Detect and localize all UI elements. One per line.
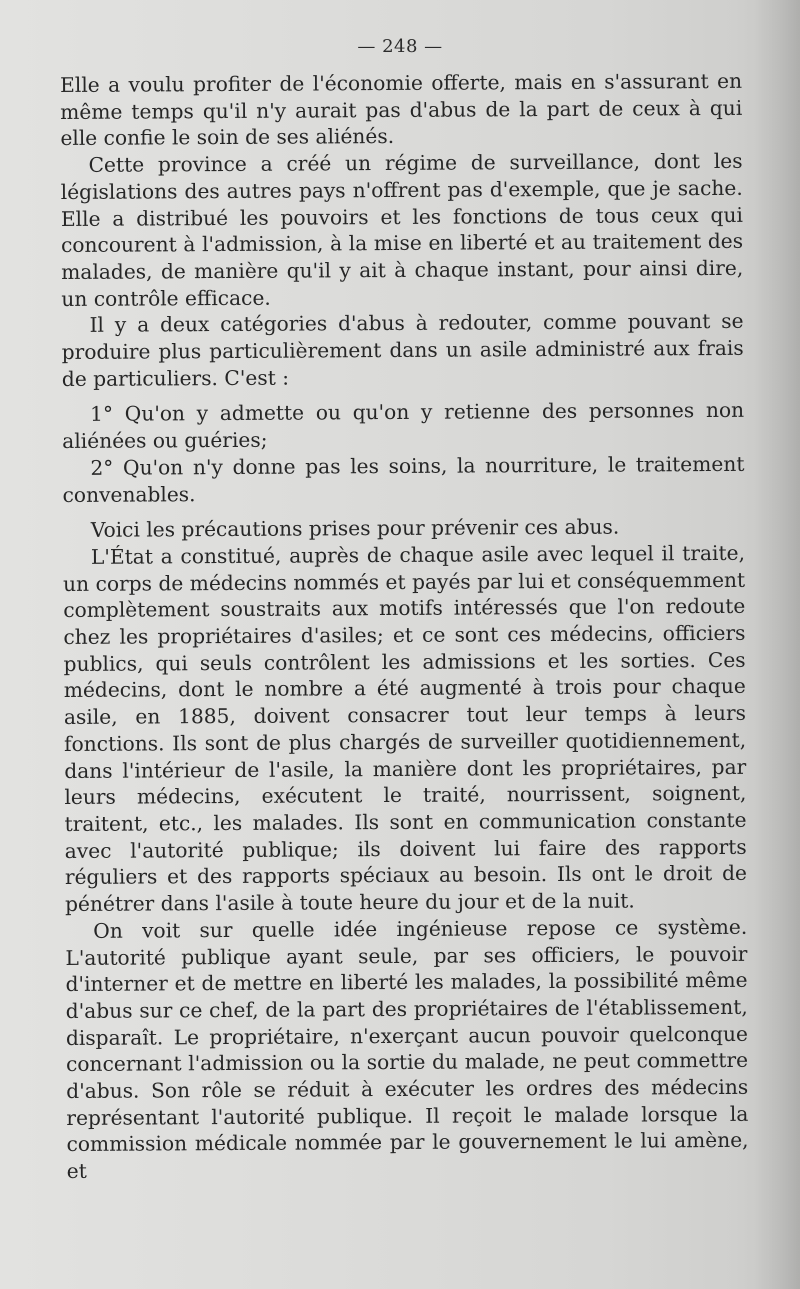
page-number: — 248 — xyxy=(357,36,443,57)
paragraph: Voici les précautions prises pour prévenir ces abus. xyxy=(90,514,620,543)
body-text xyxy=(60,68,749,1185)
page-edge-shadow xyxy=(754,0,800,1289)
list-item: 1° Qu'on y admette ou qu'on y retienne des personnes non aliénées ou guéries; xyxy=(62,398,745,454)
list-item: 2° Qu'on n'y donne pas les soins, la nourriture, le traitement convenables. xyxy=(62,451,745,507)
paragraph: L'État a constitué, auprès de chaque asile avec lequel il traite, un corps de médecins nommés et payés par lui et conséquemment complètement soustraits aux motifs intéressés que l'on redoute chez les propriétaires d'asiles; et ce sont ces médecins, officiers publics, qui seuls contrôlent les admissions et les sorties. Ces médecins, dont le nombre a été augmenté à trois pour chaque asile, en 1885, doivent consacrer tout leur temps à leurs fonctions. Ils sont de plus chargés de surveiller quotidiennement, dans l'intérieur de l'asile, la manière dont les propriétaires, par leurs médecins, exécutent le traité, nourrissent, soignent, traitent, etc., les malades. Ils sont en communication constante avec l'autorité publique; ils doivent lui faire des rapports réguliers et des rapports spéciaux au besoin. Ils ont le droit de pénétrer dans l'asile à toute heure du jour et de la nuit. xyxy=(63,540,747,917)
paragraph: Elle a voulu profiter de l'économie offerte, mais en s'assurant en même temps qu'il n'y aurait pas d'abus de la part de ceux à qui elle confie le soin de ses aliénés. xyxy=(60,68,743,151)
paragraph: Cette province a créé un régime de surveillance, dont les législations des autres pays n'offrent pas d'exemple, que je sache. Elle a distribué les pouvoirs et les fonctions de tous ceux qui concourent à l'admission, à la mise en liberté et au traitement des malades, de manière qu'il y ait à chaque instant, pour ainsi dire, un contrôle efficace. xyxy=(60,148,744,311)
paragraph: On voit sur quelle idée ingénieuse repose ce système. L'autorité publique ayant seule, par ses officiers, le pouvoir d'interner et de mettre en liberté les malades, la possibilité même d'abus sur ce chef, de la part des propriétaires de l'établissement, disparaît. Le propriétaire, n'exerçant aucun pouvoir quelconque concernant l'admission ou la sortie du malade, ne peut commettre d'abus. Son rôle se réduit à exécuter les ordres des médecins représentant l'autorité publique. Il reçoit le malade lorsque la commission médicale nommée par le gouvernement le lui amène, et xyxy=(65,914,749,1184)
paragraph: Il y a deux catégories d'abus à redouter, comme pouvant se produire plus particulièrement dans un asile administré aux frais de particuliers. C'est : xyxy=(61,309,744,391)
